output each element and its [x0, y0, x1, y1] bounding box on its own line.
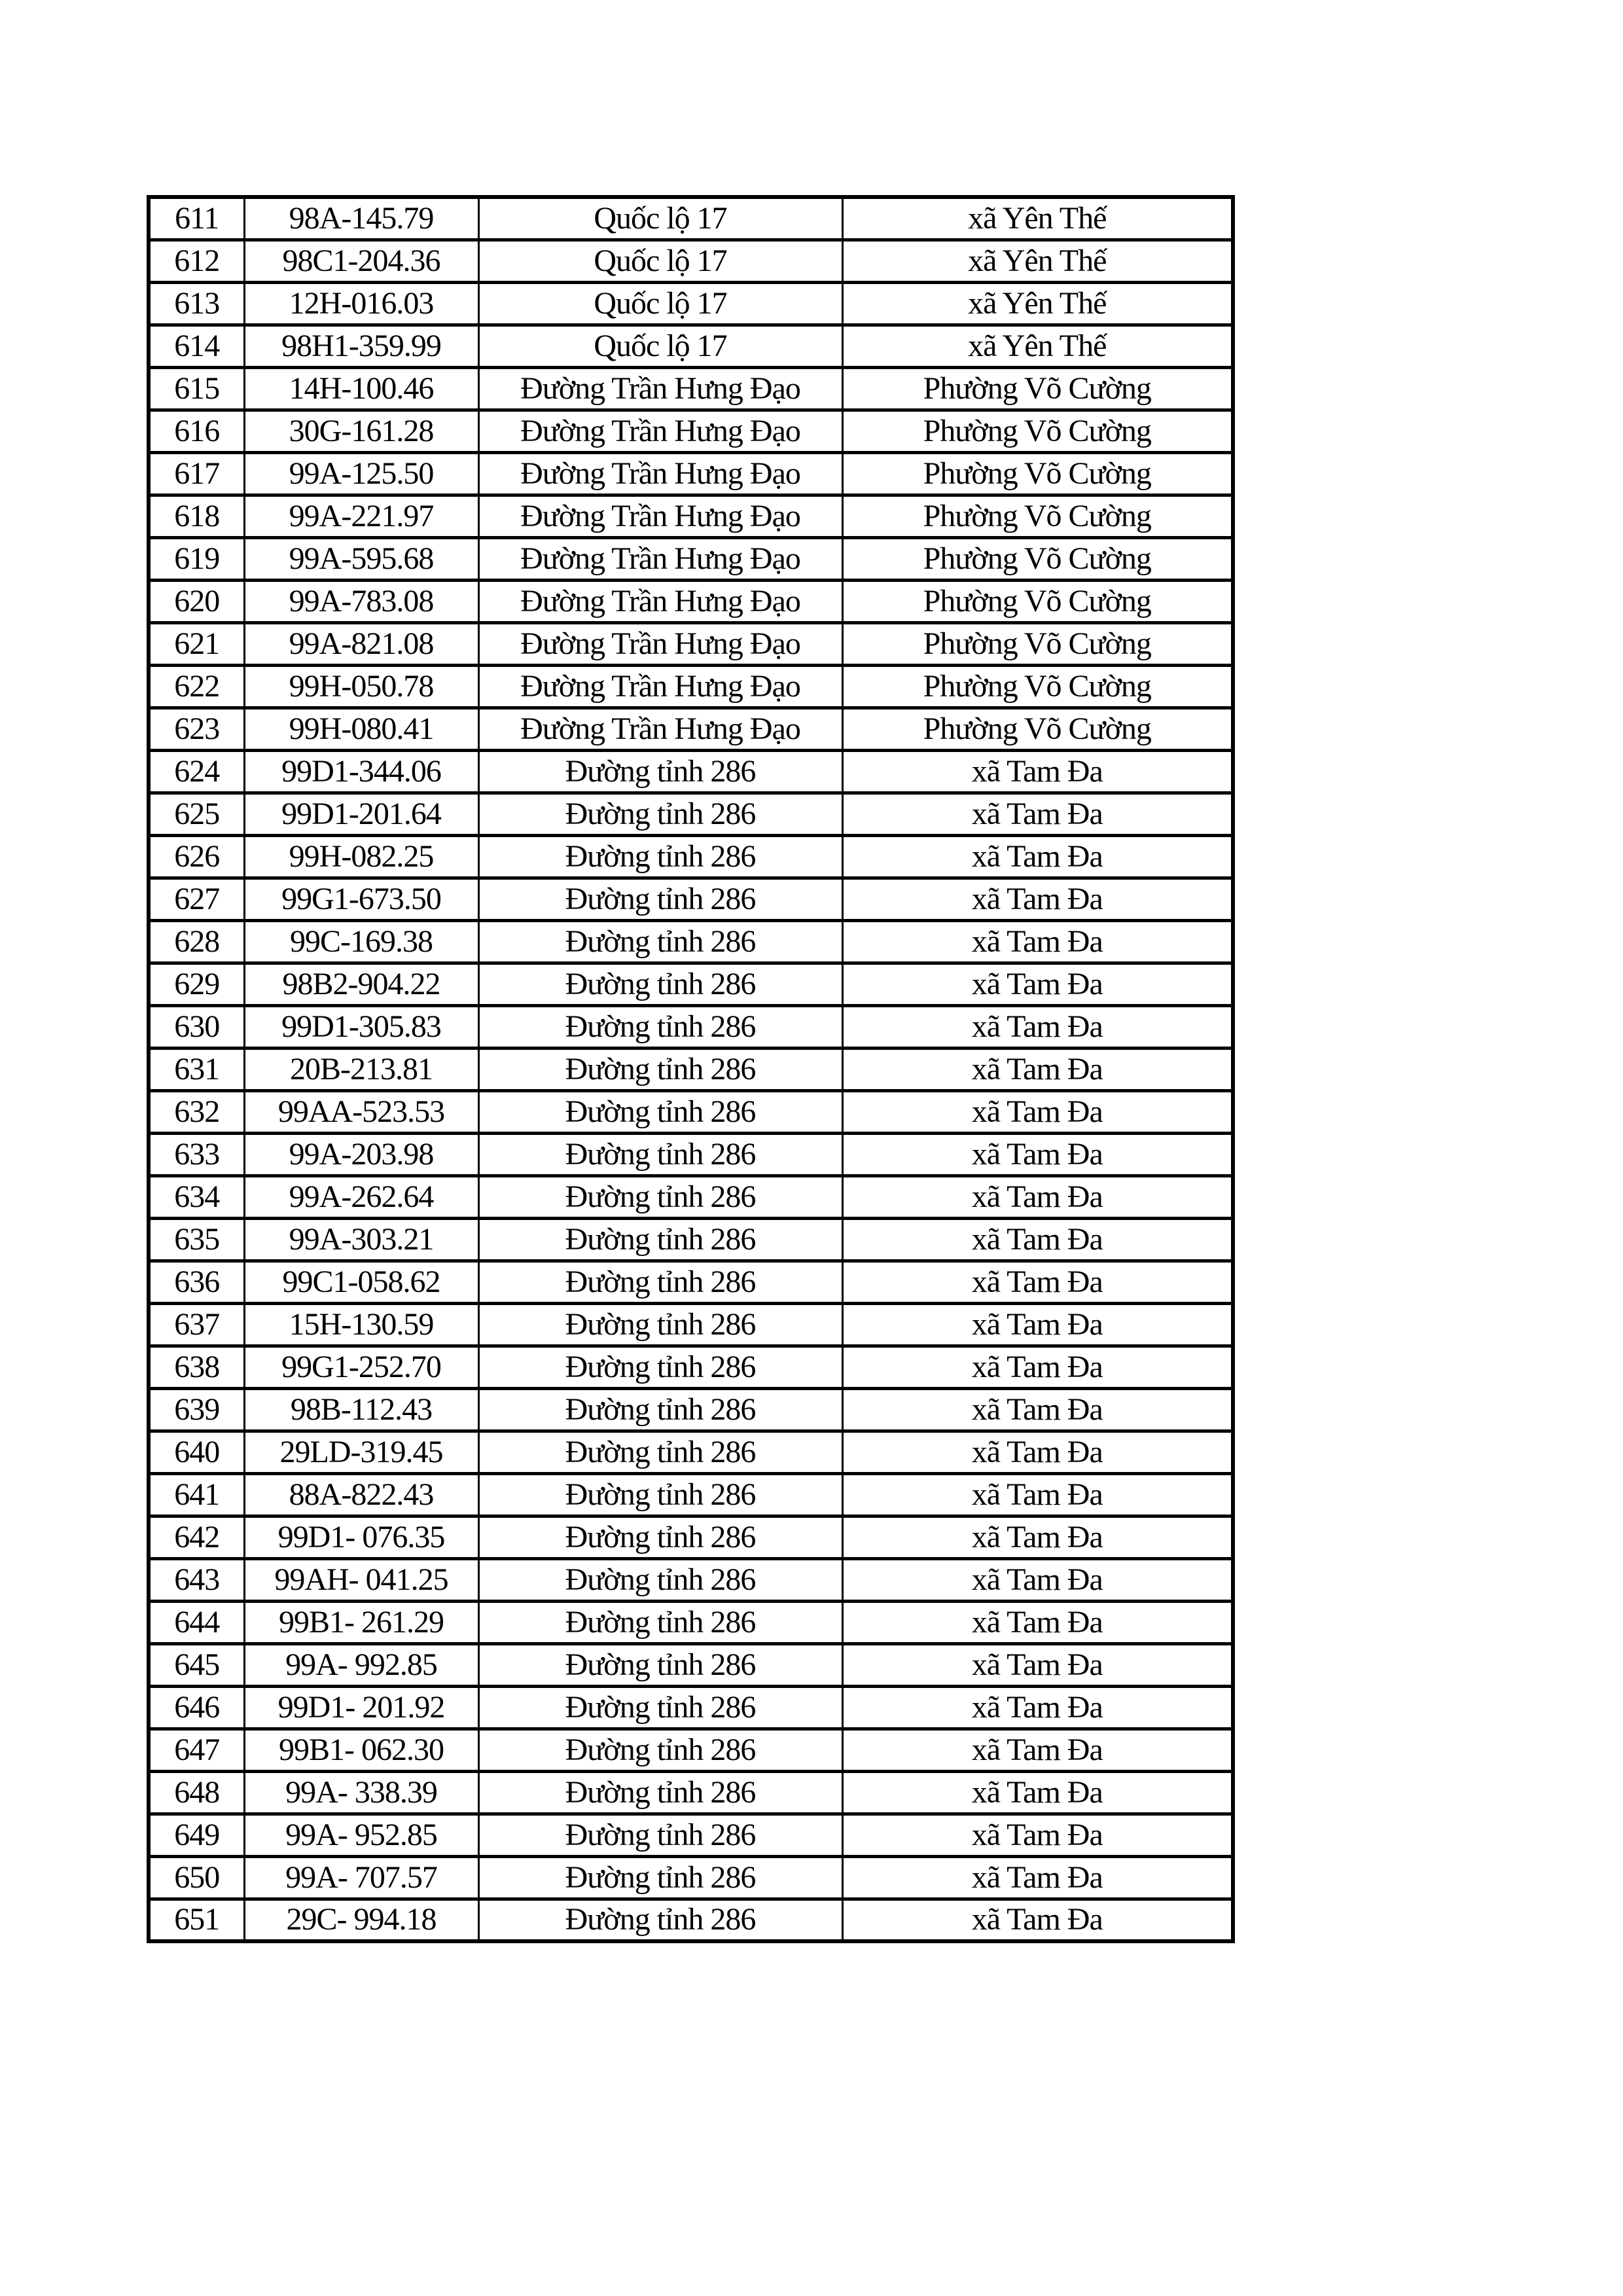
cell-ward: xã Yên Thế — [842, 282, 1233, 325]
cell-license-plate: 98B2-904.22 — [244, 963, 478, 1005]
cell-row-number: 630 — [149, 1005, 244, 1048]
table-row — [149, 1814, 1233, 1856]
cell-street: Đường tỉnh 286 — [478, 878, 842, 920]
cell-street: Đường tỉnh 286 — [478, 1388, 842, 1431]
cell-street: Đường Trần Hưng Đạo — [478, 580, 842, 622]
cell-street: Đường tỉnh 286 — [478, 1346, 842, 1388]
table-row — [149, 1048, 1233, 1090]
cell-license-plate: 99H-082.25 — [244, 835, 478, 878]
cell-ward: xã Tam Đa — [842, 1090, 1233, 1133]
table-row — [149, 1303, 1233, 1346]
table-row — [149, 1686, 1233, 1729]
cell-row-number: 640 — [149, 1431, 244, 1473]
cell-ward: xã Tam Đa — [842, 1856, 1233, 1899]
cell-ward: xã Tam Đa — [842, 1133, 1233, 1175]
cell-ward: xã Tam Đa — [842, 1643, 1233, 1686]
cell-row-number: 629 — [149, 963, 244, 1005]
table-row — [149, 1558, 1233, 1601]
cell-ward: xã Tam Đa — [842, 1005, 1233, 1048]
cell-row-number: 643 — [149, 1558, 244, 1601]
cell-ward: Phường Võ Cường — [842, 537, 1233, 580]
cell-license-plate: 99A- 338.39 — [244, 1771, 478, 1814]
table-row — [149, 410, 1233, 452]
cell-license-plate: 99A-262.64 — [244, 1175, 478, 1218]
cell-license-plate: 99AH- 041.25 — [244, 1558, 478, 1601]
cell-row-number: 635 — [149, 1218, 244, 1261]
cell-street: Đường Trần Hưng Đạo — [478, 537, 842, 580]
cell-ward: xã Tam Đa — [842, 878, 1233, 920]
cell-license-plate: 30G-161.28 — [244, 410, 478, 452]
cell-row-number: 615 — [149, 367, 244, 410]
cell-row-number: 632 — [149, 1090, 244, 1133]
cell-row-number: 619 — [149, 537, 244, 580]
cell-license-plate: 99A-303.21 — [244, 1218, 478, 1261]
cell-row-number: 633 — [149, 1133, 244, 1175]
cell-license-plate: 99C-169.38 — [244, 920, 478, 963]
cell-ward: Phường Võ Cường — [842, 367, 1233, 410]
table-row — [149, 708, 1233, 750]
table-row — [149, 1218, 1233, 1261]
cell-row-number: 618 — [149, 495, 244, 537]
cell-license-plate: 99A-783.08 — [244, 580, 478, 622]
cell-row-number: 651 — [149, 1899, 244, 1941]
table-row — [149, 240, 1233, 282]
cell-row-number: 644 — [149, 1601, 244, 1643]
cell-license-plate: 99A-221.97 — [244, 495, 478, 537]
table-row — [149, 750, 1233, 793]
table-row — [149, 1431, 1233, 1473]
cell-license-plate: 99H-080.41 — [244, 708, 478, 750]
cell-ward: xã Yên Thế — [842, 197, 1233, 240]
cell-street: Đường tỉnh 286 — [478, 1473, 842, 1516]
cell-street: Quốc lộ 17 — [478, 282, 842, 325]
cell-street: Đường tỉnh 286 — [478, 1643, 842, 1686]
cell-street: Đường tỉnh 286 — [478, 1516, 842, 1558]
cell-license-plate: 99A-821.08 — [244, 622, 478, 665]
cell-ward: xã Yên Thế — [842, 240, 1233, 282]
cell-ward: xã Tam Đa — [842, 1218, 1233, 1261]
cell-row-number: 626 — [149, 835, 244, 878]
table-row — [149, 1729, 1233, 1771]
table-row — [149, 282, 1233, 325]
cell-street: Đường Trần Hưng Đạo — [478, 367, 842, 410]
cell-street: Đường tỉnh 286 — [478, 1686, 842, 1729]
cell-ward: xã Tam Đa — [842, 1431, 1233, 1473]
cell-license-plate: 99A- 992.85 — [244, 1643, 478, 1686]
cell-license-plate: 99D1-305.83 — [244, 1005, 478, 1048]
cell-row-number: 628 — [149, 920, 244, 963]
cell-row-number: 613 — [149, 282, 244, 325]
cell-row-number: 642 — [149, 1516, 244, 1558]
cell-row-number: 616 — [149, 410, 244, 452]
cell-ward: xã Tam Đa — [842, 1516, 1233, 1558]
table-row — [149, 665, 1233, 708]
table-row — [149, 1133, 1233, 1175]
cell-ward: xã Tam Đa — [842, 1048, 1233, 1090]
cell-ward: xã Tam Đa — [842, 1601, 1233, 1643]
cell-row-number: 625 — [149, 793, 244, 835]
table-row — [149, 495, 1233, 537]
cell-license-plate: 99B1- 261.29 — [244, 1601, 478, 1643]
cell-street: Quốc lộ 17 — [478, 240, 842, 282]
cell-row-number: 636 — [149, 1261, 244, 1303]
cell-ward: xã Yên Thế — [842, 325, 1233, 367]
cell-row-number: 637 — [149, 1303, 244, 1346]
cell-row-number: 627 — [149, 878, 244, 920]
table-row — [149, 1473, 1233, 1516]
cell-row-number: 622 — [149, 665, 244, 708]
table-row — [149, 622, 1233, 665]
cell-street: Đường tỉnh 286 — [478, 750, 842, 793]
table-row — [149, 878, 1233, 920]
cell-ward: xã Tam Đa — [842, 920, 1233, 963]
cell-license-plate: 29LD-319.45 — [244, 1431, 478, 1473]
cell-license-plate: 99H-050.78 — [244, 665, 478, 708]
cell-street: Đường tỉnh 286 — [478, 835, 842, 878]
cell-street: Đường tỉnh 286 — [478, 1133, 842, 1175]
cell-ward: Phường Võ Cường — [842, 665, 1233, 708]
cell-ward: xã Tam Đa — [842, 1303, 1233, 1346]
cell-license-plate: 98B-112.43 — [244, 1388, 478, 1431]
cell-license-plate: 99B1- 062.30 — [244, 1729, 478, 1771]
table-row — [149, 1261, 1233, 1303]
cell-license-plate: 98A-145.79 — [244, 197, 478, 240]
table-row — [149, 1388, 1233, 1431]
cell-ward: xã Tam Đa — [842, 1558, 1233, 1601]
cell-street: Đường tỉnh 286 — [478, 1005, 842, 1048]
cell-license-plate: 98H1-359.99 — [244, 325, 478, 367]
table-row — [149, 1771, 1233, 1814]
cell-row-number: 649 — [149, 1814, 244, 1856]
table-row — [149, 1643, 1233, 1686]
cell-street: Đường tỉnh 286 — [478, 1771, 842, 1814]
cell-ward: Phường Võ Cường — [842, 708, 1233, 750]
cell-license-plate: 99AA-523.53 — [244, 1090, 478, 1133]
cell-license-plate: 99A-595.68 — [244, 537, 478, 580]
cell-license-plate: 99A-125.50 — [244, 452, 478, 495]
cell-street: Đường Trần Hưng Đạo — [478, 622, 842, 665]
cell-license-plate: 98C1-204.36 — [244, 240, 478, 282]
cell-row-number: 634 — [149, 1175, 244, 1218]
cell-license-plate: 99D1- 076.35 — [244, 1516, 478, 1558]
cell-row-number: 646 — [149, 1686, 244, 1729]
cell-street: Đường tỉnh 286 — [478, 1048, 842, 1090]
cell-row-number: 648 — [149, 1771, 244, 1814]
cell-ward: xã Tam Đa — [842, 1175, 1233, 1218]
cell-license-plate: 12H-016.03 — [244, 282, 478, 325]
cell-row-number: 612 — [149, 240, 244, 282]
cell-street: Đường tỉnh 286 — [478, 1814, 842, 1856]
cell-street: Đường tỉnh 286 — [478, 1090, 842, 1133]
cell-row-number: 647 — [149, 1729, 244, 1771]
cell-street: Đường tỉnh 286 — [478, 1601, 842, 1643]
cell-street: Đường Trần Hưng Đạo — [478, 452, 842, 495]
table-row — [149, 537, 1233, 580]
cell-license-plate: 15H-130.59 — [244, 1303, 478, 1346]
table-row — [149, 1005, 1233, 1048]
cell-street: Đường tỉnh 286 — [478, 1899, 842, 1941]
cell-row-number: 639 — [149, 1388, 244, 1431]
table-row — [149, 1601, 1233, 1643]
table-row — [149, 1090, 1233, 1133]
cell-ward: xã Tam Đa — [842, 1729, 1233, 1771]
table-row — [149, 835, 1233, 878]
cell-street: Đường tỉnh 286 — [478, 1175, 842, 1218]
cell-street: Đường tỉnh 286 — [478, 1218, 842, 1261]
cell-license-plate: 99A- 952.85 — [244, 1814, 478, 1856]
cell-row-number: 641 — [149, 1473, 244, 1516]
cell-ward: xã Tam Đa — [842, 1346, 1233, 1388]
violation-table-body — [149, 197, 1233, 1941]
table-row — [149, 197, 1233, 240]
cell-ward: Phường Võ Cường — [842, 580, 1233, 622]
table-row — [149, 367, 1233, 410]
cell-ward: Phường Võ Cường — [842, 622, 1233, 665]
cell-street: Quốc lộ 17 — [478, 197, 842, 240]
cell-license-plate: 99G1-252.70 — [244, 1346, 478, 1388]
cell-ward: xã Tam Đa — [842, 1771, 1233, 1814]
table-row — [149, 580, 1233, 622]
table-row — [149, 1346, 1233, 1388]
cell-row-number: 611 — [149, 197, 244, 240]
cell-ward: xã Tam Đa — [842, 1899, 1233, 1941]
cell-row-number: 638 — [149, 1346, 244, 1388]
cell-ward: xã Tam Đa — [842, 835, 1233, 878]
cell-ward: xã Tam Đa — [842, 1473, 1233, 1516]
cell-row-number: 623 — [149, 708, 244, 750]
cell-ward: xã Tam Đa — [842, 793, 1233, 835]
cell-license-plate: 20B-213.81 — [244, 1048, 478, 1090]
cell-street: Đường tỉnh 286 — [478, 963, 842, 1005]
table-row — [149, 963, 1233, 1005]
cell-license-plate: 14H-100.46 — [244, 367, 478, 410]
cell-street: Đường tỉnh 286 — [478, 1558, 842, 1601]
cell-license-plate: 99G1-673.50 — [244, 878, 478, 920]
cell-row-number: 650 — [149, 1856, 244, 1899]
cell-street: Đường Trần Hưng Đạo — [478, 410, 842, 452]
cell-license-plate: 29C- 994.18 — [244, 1899, 478, 1941]
cell-ward: Phường Võ Cường — [842, 495, 1233, 537]
cell-license-plate: 88A-822.43 — [244, 1473, 478, 1516]
table-row — [149, 1516, 1233, 1558]
cell-street: Đường tỉnh 286 — [478, 1729, 842, 1771]
cell-row-number: 645 — [149, 1643, 244, 1686]
cell-ward: xã Tam Đa — [842, 1261, 1233, 1303]
cell-ward: Phường Võ Cường — [842, 410, 1233, 452]
violation-table — [147, 195, 1235, 1943]
cell-street: Đường tỉnh 286 — [478, 793, 842, 835]
cell-license-plate: 99D1-344.06 — [244, 750, 478, 793]
cell-license-plate: 99C1-058.62 — [244, 1261, 478, 1303]
cell-license-plate: 99D1-201.64 — [244, 793, 478, 835]
cell-license-plate: 99A-203.98 — [244, 1133, 478, 1175]
cell-ward: xã Tam Đa — [842, 1814, 1233, 1856]
cell-street: Đường Trần Hưng Đạo — [478, 665, 842, 708]
cell-row-number: 617 — [149, 452, 244, 495]
cell-street: Đường Trần Hưng Đạo — [478, 708, 842, 750]
cell-ward: xã Tam Đa — [842, 1388, 1233, 1431]
cell-ward: xã Tam Đa — [842, 1686, 1233, 1729]
cell-street: Quốc lộ 17 — [478, 325, 842, 367]
cell-license-plate: 99D1- 201.92 — [244, 1686, 478, 1729]
table-row — [149, 452, 1233, 495]
cell-street: Đường tỉnh 286 — [478, 920, 842, 963]
cell-ward: xã Tam Đa — [842, 963, 1233, 1005]
cell-row-number: 624 — [149, 750, 244, 793]
table-row — [149, 325, 1233, 367]
table-row — [149, 1856, 1233, 1899]
cell-street: Đường tỉnh 286 — [478, 1856, 842, 1899]
cell-row-number: 614 — [149, 325, 244, 367]
table-row — [149, 1175, 1233, 1218]
cell-ward: xã Tam Đa — [842, 750, 1233, 793]
cell-ward: Phường Võ Cường — [842, 452, 1233, 495]
cell-row-number: 631 — [149, 1048, 244, 1090]
cell-street: Đường Trần Hưng Đạo — [478, 495, 842, 537]
cell-row-number: 621 — [149, 622, 244, 665]
cell-row-number: 620 — [149, 580, 244, 622]
table-row — [149, 793, 1233, 835]
cell-street: Đường tỉnh 286 — [478, 1261, 842, 1303]
cell-street: Đường tỉnh 286 — [478, 1431, 842, 1473]
cell-license-plate: 99A- 707.57 — [244, 1856, 478, 1899]
table-row — [149, 1899, 1233, 1941]
cell-street: Đường tỉnh 286 — [478, 1303, 842, 1346]
table-row — [149, 920, 1233, 963]
